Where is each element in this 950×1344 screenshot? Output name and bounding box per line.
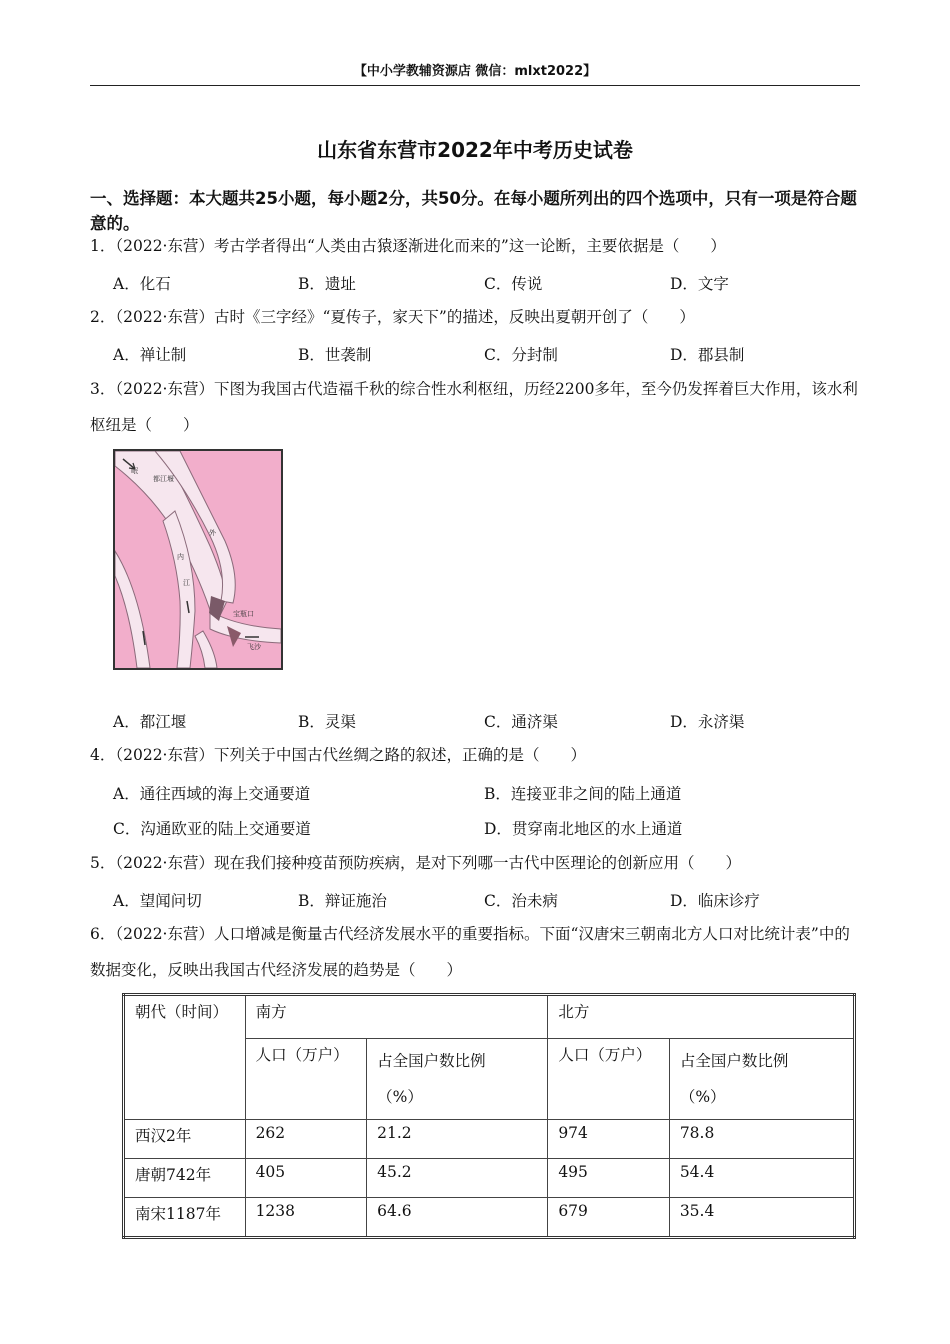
option-c[interactable]: C．传说	[484, 275, 543, 293]
cell-south-pop: 1238	[245, 1198, 367, 1238]
header-south-pop: 人口（万户）	[245, 1039, 367, 1120]
header-dynasty: 朝代（时间）	[124, 995, 246, 1120]
table-row	[124, 1159, 855, 1198]
header-north-pop: 人口（万户）	[548, 1039, 670, 1120]
option-d[interactable]: D．郡县制	[670, 346, 745, 364]
option-d[interactable]: D．文字	[670, 275, 729, 293]
option-b[interactable]: B．世袭制	[298, 346, 372, 364]
section-heading: 一、选择题：本大题共25小题，每小题2分，共50分。在每小题所列出的四个选项中，只有一项是符合题意的。	[90, 189, 857, 233]
option-a[interactable]: A．都江堰	[113, 713, 187, 731]
map-label-jiang: 江	[183, 579, 190, 587]
cell-north-ratio: 78.8	[669, 1120, 854, 1159]
header-north: 北方	[548, 995, 855, 1039]
cell-dynasty: 南宋1187年	[124, 1198, 246, 1238]
cell-north-pop: 679	[548, 1198, 670, 1238]
header-north-ratio	[669, 1039, 854, 1120]
cell-north-ratio: 54.4	[669, 1159, 854, 1198]
option-c[interactable]: C．分封制	[484, 346, 558, 364]
cell-south-ratio: 21.2	[367, 1120, 548, 1159]
table-row	[124, 1198, 855, 1238]
option-b[interactable]: B．辩证施治	[298, 892, 387, 910]
option-a[interactable]: A．望闻问切	[113, 892, 202, 910]
cell-north-pop: 495	[548, 1159, 670, 1198]
option-a[interactable]: A．禅让制	[113, 346, 187, 364]
option-d[interactable]: D．永济渠	[670, 713, 745, 731]
option-c[interactable]: C．通济渠	[484, 713, 558, 731]
cell-south-ratio: 45.2	[367, 1159, 548, 1198]
question-1: 1．（2022·东营）考古学者得出“人类由古猿逐渐进化而来的”这一论断，主要依据是（ ）	[90, 237, 726, 255]
page-header: 【中小学教辅资源店 微信：mlxt2022】	[90, 60, 860, 86]
page-title: 山东省东营市2022年中考历史试卷	[317, 138, 633, 162]
cell-north-ratio: 35.4	[669, 1198, 854, 1238]
map-label-dujiangyan: 都江堰	[153, 475, 174, 483]
header-south: 南方	[245, 995, 548, 1039]
cell-south-ratio: 64.6	[367, 1198, 548, 1238]
cell-south-pop: 405	[245, 1159, 367, 1198]
map-label-wai: 外	[209, 529, 216, 537]
table-row	[124, 1120, 855, 1159]
cell-dynasty: 唐朝742年	[124, 1159, 246, 1198]
population-table	[122, 993, 856, 1239]
cell-dynasty: 西汉2年	[124, 1120, 246, 1159]
question-2: 2．（2022·东营）古时《三字经》“夏传子，家天下”的描述，反映出夏朝开创了（ ）	[90, 308, 695, 326]
map-label-nei: 内	[177, 553, 184, 561]
option-b[interactable]: B．遗址	[298, 275, 356, 293]
question-6: 6．（2022·东营）人口增减是衡量古代经济发展水平的重要指标。下面“汉唐宋三朝南北方人口对比统计表”中的数据变化，反映出我国古代经济发展的趋势是（ ）	[90, 925, 850, 979]
map-label-min: 岷	[131, 467, 138, 475]
cell-north-pop: 974	[548, 1120, 670, 1159]
pct-label: （%）	[679, 1088, 726, 1106]
option-b[interactable]: B．连接亚非之间的陆上通道	[484, 785, 682, 803]
option-b[interactable]: B．灵渠	[298, 713, 356, 731]
cell-south-pop: 262	[245, 1120, 367, 1159]
option-c[interactable]: C．治未病	[484, 892, 558, 910]
option-c[interactable]: C．沟通欧亚的陆上交通要道	[113, 820, 311, 838]
dujiangyan-map	[113, 449, 283, 670]
option-a[interactable]: A．化石	[113, 275, 171, 293]
map-label-baopingkou: 宝瓶口	[233, 610, 254, 618]
ratio-label: 占全国户数比例	[679, 1052, 789, 1070]
question-3: 3．（2022·东营）下图为我国古代造福千秋的综合性水利枢纽，历经2200多年，至今仍发挥着巨大作用，该水利枢纽是（ ）	[90, 380, 858, 434]
option-a[interactable]: A．通往西域的海上交通要道	[113, 785, 311, 803]
ratio-label: 占全国户数比例	[377, 1052, 486, 1070]
header-south-ratio	[367, 1039, 548, 1120]
option-d[interactable]: D．贯穿南北地区的水上通道	[484, 820, 683, 838]
option-d[interactable]: D．临床诊疗	[670, 892, 760, 910]
map-label-feisha: 飞沙	[247, 643, 261, 651]
question-4: 4．（2022·东营）下列关于中国古代丝绸之路的叙述，正确的是（ ）	[90, 746, 586, 764]
pct-label: （%）	[377, 1088, 423, 1106]
question-5: 5．（2022·东营）现在我们接种疫苗预防疾病，是对下列哪一古代中医理论的创新应用（ ）	[90, 854, 741, 872]
